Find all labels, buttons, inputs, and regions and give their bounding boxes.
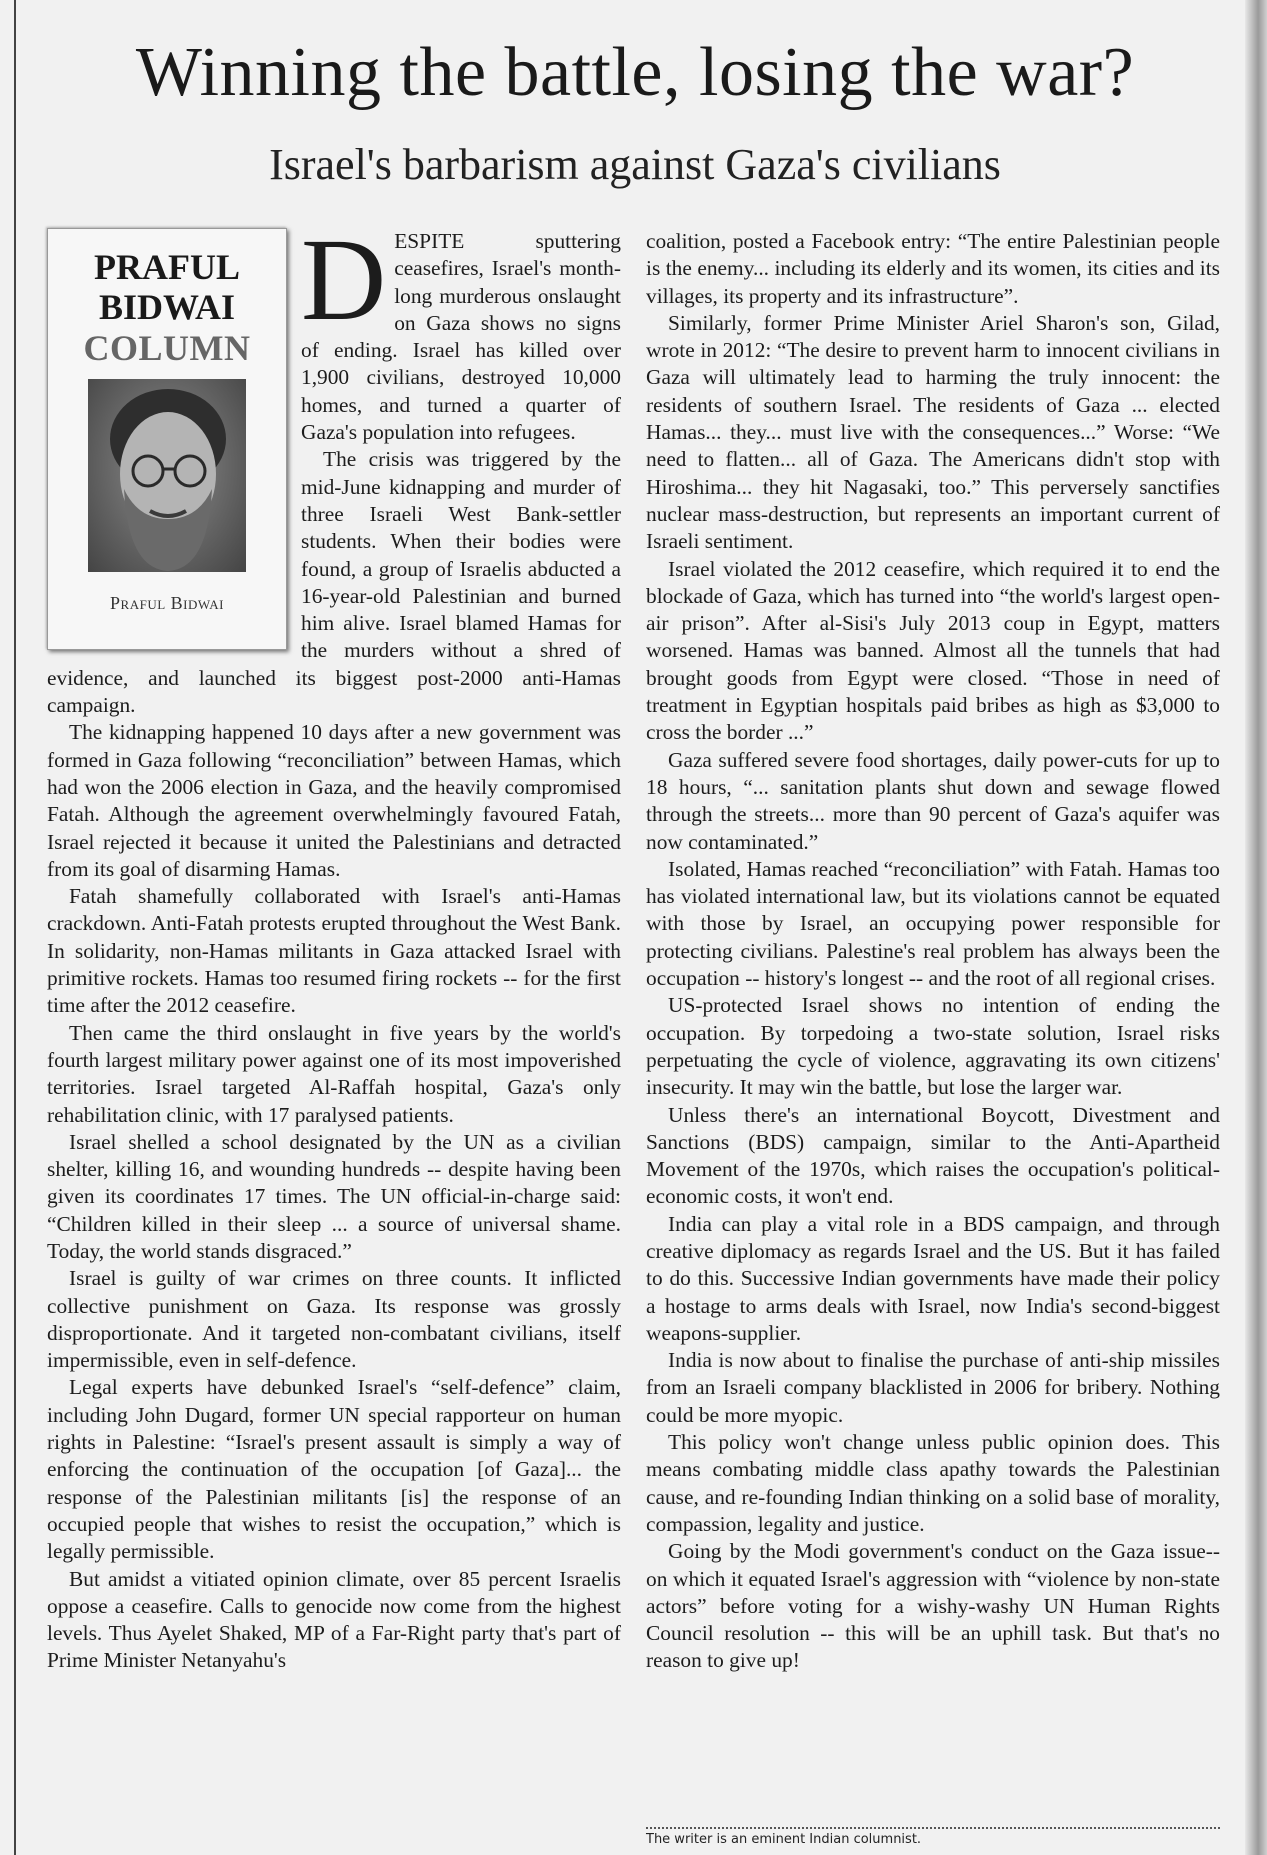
article-paragraph: Legal experts have debunked Israel's “self-defence” claim, including John Dugard, former UN special rapporteur on human rights in Palestine: “Israel's present assault is simply a way of enforcing the continuation of the occupation [of Gaza]... the response of the Palestinian militants [is] the response of an occupied people that wishes to resist the occupation,” which is legally permissible. <box>47 1375 621 1564</box>
article-paragraph: But amidst a vitiated opinion climate, over 85 percent Israelis oppose a ceasefire. Calls to genocide now come from the highest levels. Thus Ayelet Shaked, MP of a Far-Right party that's part of Prime Minister Netanyahu's <box>47 1566 621 1673</box>
subheadline: Israel's barbarism against Gaza's civilians <box>269 140 1001 189</box>
article-paragraph: India can play a vital role in a BDS campaign, and through creative diplomacy as regards Israel and the US. But it has failed to do this. Successive Indian governments have made their policy a hostage to arms deals with Israel, now India's second-biggest weapons-supplier. <box>646 1211 1220 1345</box>
article-paragraph: ESPITE sputtering ceasefires, Israel's month-long murderous onslaught on Gaza shows no signs of ending. Israel has killed over 1,900 civilians, destroyed 10,000 homes, and turned a quarter of Gaza's population into refugees. <box>301 229 621 445</box>
article-paragraph: coalition, posted a Facebook entry: “The entire Palestinian people is the enemy... including its elderly and its women, its cities and its villages, its property and its infrastructure”. <box>646 229 1220 308</box>
article-paragraph: Israel violated the 2012 ceasefire, which required it to end the blockade of Gaza, which has turned into “the world's largest open-air prison”. After al-Sisi's July 2013 coup in Egypt, matters worsened. Hamas was banned. Almost all the tunnels that had brought goods from Egypt were closed. “Those in need of treatment in Egyptian hospitals paid bribes as high as $3,000 to cross the border ...” <box>646 556 1220 745</box>
headline: Winning the battle, losing the war? <box>135 34 1135 111</box>
article-paragraph: The crisis was triggered by the mid-June kidnapping and murder of three Israeli West Bank-settler students. When their bodies were found, a group of Israelis abducted a 16-year-old Palestinian and burned him alive. Israel blamed Hamas for the murders without a shred of evidence, and launched its biggest post-2000 anti-Hamas campaign. <box>47 447 621 718</box>
portrait-image-icon <box>88 379 246 572</box>
article-column-right <box>646 228 1220 1675</box>
columnist-first-name: PRAFUL <box>94 247 240 287</box>
drop-cap: D <box>301 214 387 345</box>
article-column-left <box>47 214 621 1675</box>
article-paragraph: Isolated, Hamas reached “reconciliation” with Fatah. Hamas too has violated international law, but its violations cannot be equated with those by Israel, an occupying power responsible for protecting civilians. Palestine's real problem has always been the occupation -- history's longest -- and the root of all regional crises. <box>646 856 1220 991</box>
left-border-rule <box>14 0 16 1855</box>
article-paragraph: Israel shelled a school designated by the UN as a civilian shelter, killing 16, and wounding hundreds -- despite having been given its coordinates 17 times. The UN official-in-charge said: “Children killed in their sleep ... a source of universal shame. Today, the world stands disgraced.” <box>47 1129 621 1263</box>
column-label: COLUMN <box>83 328 251 368</box>
article-paragraph: Unless there's an international Boycott, Divestment and Sanctions (BDS) campaign, similar to the Anti-Apartheid Movement of the 1970s, which raises the occupation's political-economic costs, it won't end. <box>646 1102 1220 1209</box>
author-note: The writer is an eminent Indian columnist. <box>646 1832 922 1847</box>
article-paragraph: The kidnapping happened 10 days after a new government was formed in Gaza following “reconciliation” between Hamas, which had won the 2006 election in Gaza, and the heavily compromised Fatah. Although the agreement overwhelmingly favoured Fatah, Israel rejected it because it united the Palestinians and detracted from its goal of disarming Hamas. <box>47 720 621 881</box>
columnist-box <box>47 228 287 650</box>
footer-divider <box>646 1827 1220 1829</box>
page-edge-shadow <box>1245 0 1267 1855</box>
article-paragraph: India is now about to finalise the purchase of anti-ship missiles from an Israeli company blacklisted in 2006 for bribery. Nothing could be more myopic. <box>646 1348 1220 1427</box>
columnist-photo <box>88 379 246 572</box>
columnist-last-name: BIDWAI <box>98 287 236 327</box>
article-paragraph: Gaza suffered severe food shortages, daily power-cuts for up to 18 hours, “... sanitation plants shut down and sewage flowed through the streets... more than 90 percent of Gaza's aquifer was now contaminated.” <box>646 747 1220 854</box>
photo-caption: Praful Bidwai <box>110 593 224 613</box>
article-paragraph: Then came the third onslaught in five years by the world's fourth largest military power against one of its most impoverished territories. Israel targeted Al-Raffah hospital, Gaza's only rehabilitation clinic, with 17 paralysed patients. <box>47 1020 621 1127</box>
article-paragraph: Fatah shamefully collaborated with Israel's anti-Hamas crackdown. Anti-Fatah protests erupted throughout the West Bank. In solidarity, non-Hamas militants in Gaza attacked Israel with primitive rockets. Hamas too resumed firing rockets -- for the first time after the 2012 ceasefire. <box>47 884 621 1018</box>
article-paragraph: This policy won't change unless public opinion does. This means combating middle class apathy towards the Palestinian cause, and re-founding Indian thinking on a solid base of morality, compassion, legality and justice. <box>646 1430 1220 1536</box>
article-paragraph: Israel is guilty of war crimes on three counts. It inflicted collective punishment on Gaza. Its response was grossly disproportionate. And it targeted non-combatant civilians, itself impermissible, even in self-defence. <box>47 1266 621 1373</box>
article-paragraph: US-protected Israel shows no intention of ending the occupation. By torpedoing a two-state solution, Israel risks perpetuating the cycle of violence, aggravating its own citizens' insecurity. It may win the battle, but lose the larger war. <box>646 993 1220 1100</box>
article-paragraph: Going by the Modi government's conduct on the Gaza issue-- on which it equated Israel's aggression with “violence by non-state actors” before voting for a wishy-washy UN Human Rights Council resolution -- this will be an uphill task. But that's no reason to give up! <box>646 1539 1220 1673</box>
article-paragraph: Similarly, former Prime Minister Ariel Sharon's son, Gilad, wrote in 2012: “The desire to prevent harm to innocent civilians in Gaza will ultimately lead to harming the truly innocent: the residents of southern Israel. The residents of Gaza ... elected Hamas... they... must live with the consequences...” Worse: “We need to flatten... all of Gaza. The Americans didn't stop with Hiroshima... they hit Nagasaki, too.” This perversely sanctifies nuclear mass-destruction, but represents an important current of Israeli sentiment. <box>646 310 1220 554</box>
